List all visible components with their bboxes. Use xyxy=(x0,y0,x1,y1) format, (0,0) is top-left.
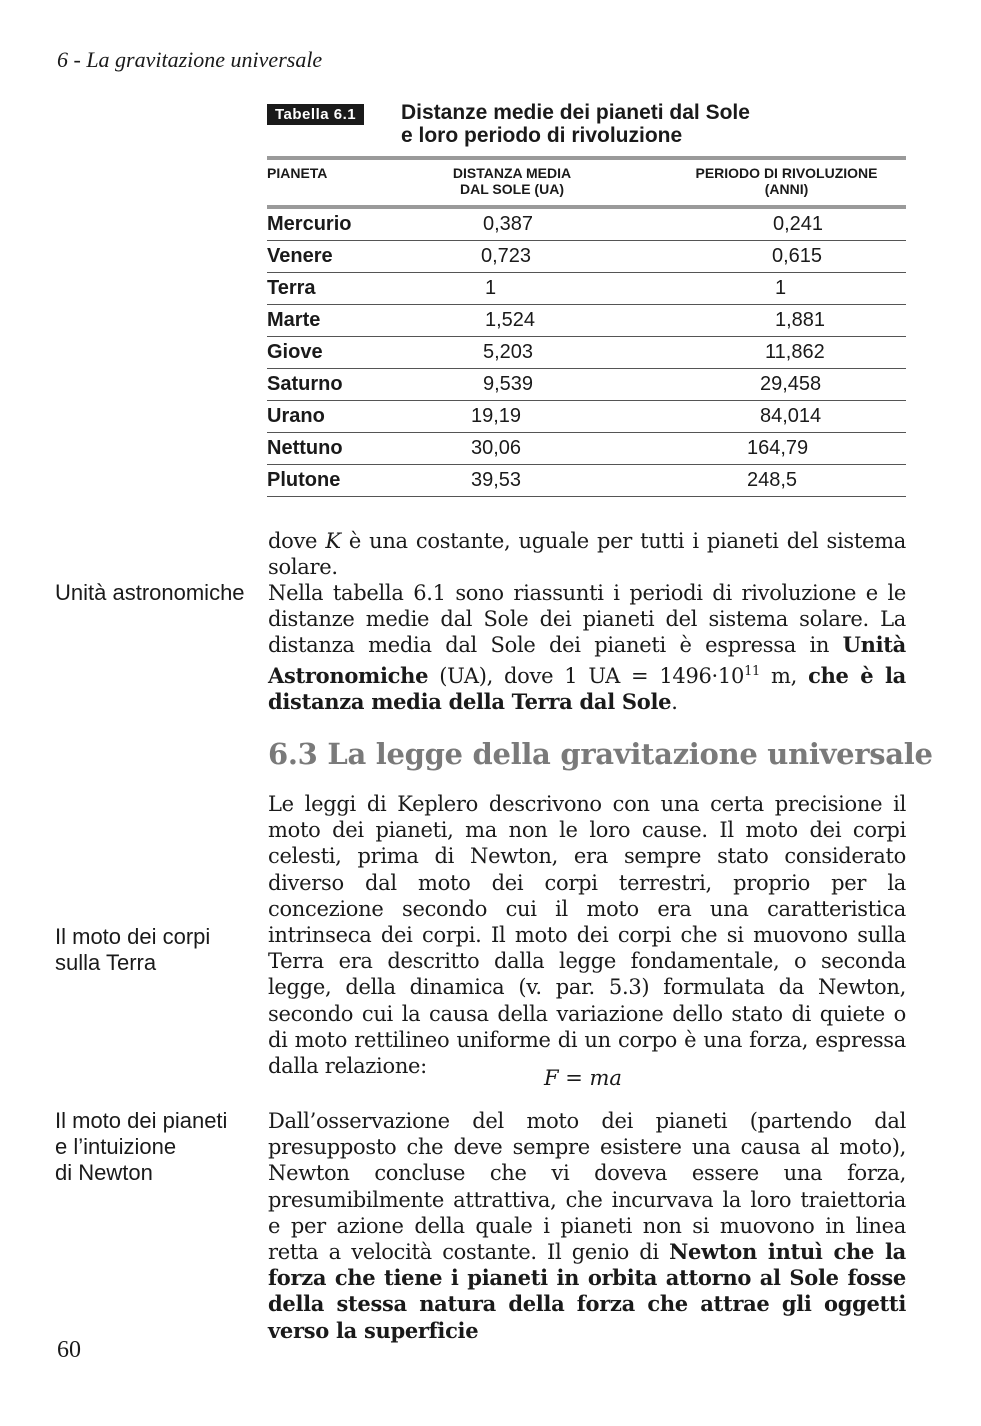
header-planet: PIANETA xyxy=(267,165,328,181)
text-run: è una costante, uguale per tutti i pianeti del sistema solare. xyxy=(268,529,906,580)
cell-distance: 30,06 xyxy=(471,437,522,459)
formula: F = ma xyxy=(544,1066,622,1090)
text-run: dove xyxy=(268,529,326,553)
margin-note-moto-pianeti xyxy=(55,1108,255,1186)
cell-distance: 9,539 xyxy=(483,373,534,395)
margin-note-line: sulla Terra xyxy=(55,950,157,975)
margin-note-line: Il moto dei corpi xyxy=(55,924,211,949)
cell-planet: Urano xyxy=(267,405,325,427)
cell-period: 1,881 xyxy=(775,309,826,331)
running-head: 6 - La gravitazione universale xyxy=(57,47,323,72)
cell-period: 248,5 xyxy=(747,469,798,491)
cell-period: 164,79 xyxy=(747,437,809,459)
text-run-bold: Unità Astronomiche xyxy=(268,632,906,688)
section-title: 6.3 La legge della gravitazione universale xyxy=(268,737,933,771)
margin-note-moto-terra xyxy=(55,924,255,976)
table-title-line2: e loro periodo di rivoluzione xyxy=(401,124,683,147)
paragraph-newton xyxy=(268,1108,906,1344)
cell-planet: Saturno xyxy=(267,373,343,395)
text-run: m, xyxy=(760,663,809,688)
margin-note-line: Il moto dei pianeti xyxy=(55,1108,228,1133)
cell-period: 0,615 xyxy=(772,245,823,267)
table-row xyxy=(267,400,906,433)
cell-distance: 0,387 xyxy=(483,213,534,235)
cell-distance: 39,53 xyxy=(471,469,522,491)
cell-distance: 19,19 xyxy=(471,405,522,427)
cell-planet: Mercurio xyxy=(267,213,352,235)
paragraph-unita xyxy=(268,580,906,715)
cell-planet: Marte xyxy=(267,309,321,331)
text-run-italic: K xyxy=(325,529,341,553)
cell-period: 29,458 xyxy=(760,373,822,395)
cell-period: 1 xyxy=(775,277,787,299)
text-run-bold: che è la distanza media della Terra dal Sole xyxy=(268,662,906,714)
paragraph-keplero: Le leggi di Keplero descrivono con una certa precisione il moto dei pianeti, ma non le loro cause. Il moto dei corpi celesti, prima di Newton, era sempre stato considerato diverso dal moto dei corpi terrestri, proprio per la concezione secondo cui il moto era una caratteristica intrinseca dei corpi. Il moto dei corpi che si muovono sulla Terra era descritto dalla legge fondamentale, o seconda legge, della dinamica (v. par. 5.3) formulata da Newton, secondo cui la causa della variazione dello stato di quiete o di moto rettilineo uniforme di un corpo è una forza, espressa dalla relazione: xyxy=(268,792,906,1079)
cell-planet: Giove xyxy=(267,341,323,363)
header-distance xyxy=(417,165,607,197)
cell-planet: Venere xyxy=(267,245,333,267)
table-row xyxy=(267,336,906,369)
cell-distance: 1 xyxy=(485,277,497,299)
table-title xyxy=(401,101,750,147)
cell-distance: 0,723 xyxy=(481,245,532,267)
text-run-bold: Newton intuì che la forza che tiene i pianeti in orbita attorno al Sole fosse della stessa natura della forza che attrae gli oggetti verso la superficie xyxy=(268,1239,906,1343)
header-period xyxy=(667,165,906,197)
cell-period: 0,241 xyxy=(773,213,824,235)
margin-note-line: e l’intuizione xyxy=(55,1134,177,1159)
table-row xyxy=(267,240,906,273)
header-distance-line2: DAL SOLE (UA) xyxy=(460,181,564,197)
text-run: . xyxy=(671,689,678,714)
table-top-rule xyxy=(267,156,906,160)
cell-planet: Plutone xyxy=(267,469,341,491)
table-label: Tabella 6.1 xyxy=(267,104,364,125)
cell-period: 84,014 xyxy=(760,405,822,427)
exponent: 11 xyxy=(744,663,761,679)
cell-period: 11,862 xyxy=(765,341,825,363)
header-period-line1: PERIODO DI RIVOLUZIONE xyxy=(695,165,878,181)
header-period-line2: (ANNI) xyxy=(764,181,809,197)
table-row xyxy=(267,368,906,401)
table-row xyxy=(267,304,906,337)
cell-planet: Terra xyxy=(267,277,316,299)
cell-distance: 1,524 xyxy=(485,309,536,331)
table-row xyxy=(267,208,906,241)
table-row xyxy=(267,272,906,305)
table-row xyxy=(267,464,906,497)
table-title-line1: Distanze medie dei pianeti dal Sole xyxy=(401,101,750,124)
table-row xyxy=(267,432,906,465)
text-run: (UA), dove 1 UA = 1496·10 xyxy=(428,663,745,688)
text-run: Nella tabella 6.1 sono riassunti i periodi di rivoluzione e le distanze medie dal Sole dei pianeti del sistema solare. La distanza media dal Sole dei pianeti è espressa in xyxy=(268,581,906,658)
margin-note-line: di Newton xyxy=(55,1160,153,1185)
text-run: Dall’osservazione del moto dei pianeti (partendo dal presupposto che deve sempre esistere una causa al moto), Newton concluse che vi doveva essere una forza, presumibilmente attrattiva, che incurvava la loro traiettoria e per azione della quale i pianeti non si muovono in linea retta a velocità costante. Il genio di xyxy=(268,1109,906,1265)
paragraph-k-constant xyxy=(268,528,906,580)
cell-distance: 5,203 xyxy=(483,341,534,363)
page-number: 60 xyxy=(57,1337,81,1363)
header-distance-line1: DISTANZA MEDIA xyxy=(452,165,572,181)
cell-planet: Nettuno xyxy=(267,437,343,459)
margin-note-unita: Unità astronomiche xyxy=(55,580,245,605)
